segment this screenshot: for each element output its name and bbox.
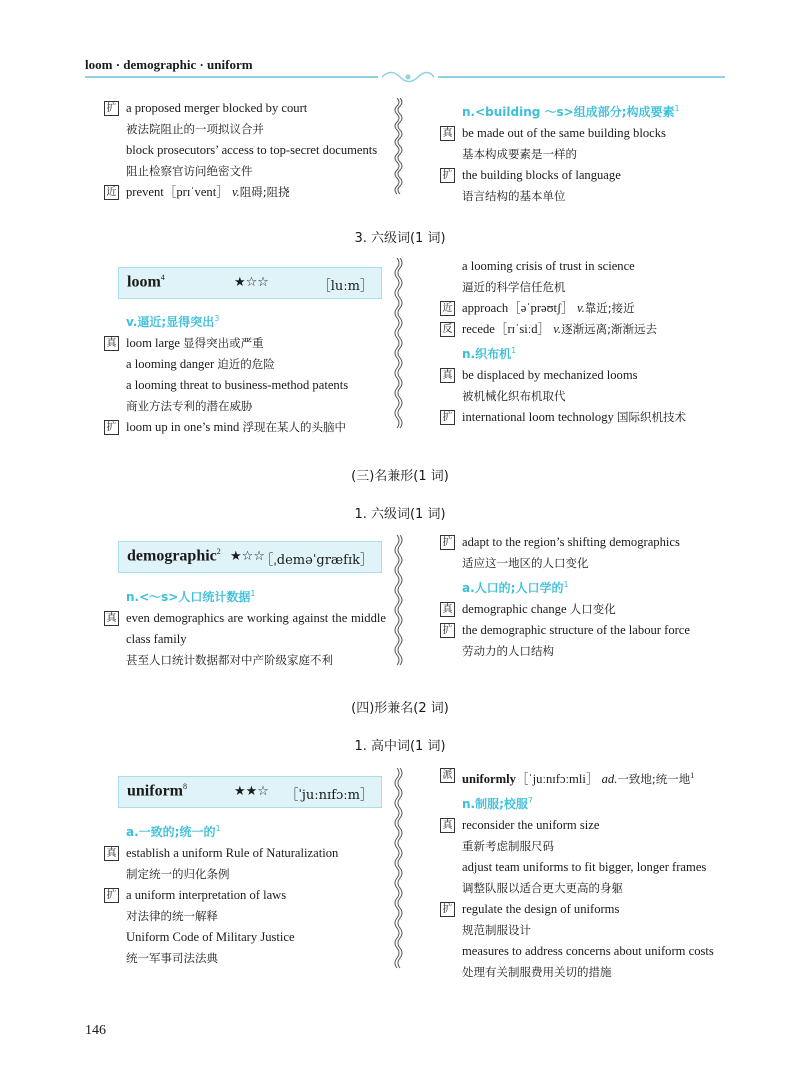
headword: loom$^4$ bbox=[127, 273, 165, 291]
wavy-divider bbox=[393, 98, 407, 198]
list-item: 真 establish a uniform Rule of Naturalization bbox=[104, 843, 386, 864]
wavy-divider bbox=[393, 535, 407, 671]
translation: 处理有关制服费用关切的措施 bbox=[462, 965, 612, 980]
antonym-item: 反 recede［rɪˈsiːd］ v.逐渐远离;渐渐远去 bbox=[440, 319, 732, 340]
uniform-right bbox=[440, 765, 732, 983]
translation: 对法律的统一解释 bbox=[126, 909, 218, 923]
pos-label: n.<～s>人口统计数据$^1$ bbox=[126, 589, 256, 604]
section-title: (四)形兼名(2 词) bbox=[351, 701, 449, 716]
translation: 被法院阻止的一项拟议合并 bbox=[126, 122, 264, 136]
uniform-left bbox=[104, 818, 386, 969]
synonym-item: 近 prevent［prɪˈvent］ v.阻碍;阻挠 bbox=[104, 182, 386, 203]
example: adjust team uniforms to fit bigger, longer frames bbox=[462, 860, 707, 875]
translation: 统一军事司法法典 bbox=[126, 951, 218, 965]
translation: 被机械化织布机取代 bbox=[462, 389, 566, 403]
list-item: 扩 the building blocks of language bbox=[440, 165, 732, 186]
pos-label: a.一致的;统一的$^1$ bbox=[126, 824, 221, 839]
translation: 基本构成要素是一样的 bbox=[462, 147, 577, 161]
list-item: 真 loom large 显得突出或严重 bbox=[104, 333, 386, 354]
demographic-right bbox=[440, 532, 732, 662]
section-title: 3. 六级词(1 词) bbox=[354, 231, 446, 246]
list-item: 扩 loom up in one’s mind 浮现在某人的头脑中 bbox=[104, 417, 386, 438]
tag-expand: 扩 bbox=[104, 101, 119, 116]
list-item: 真 reconsider the uniform size bbox=[440, 815, 732, 836]
wavy-divider bbox=[393, 768, 407, 973]
synonym-item: 近 approach［əˈprəʊtʃ］ v.靠近;接近 bbox=[440, 298, 732, 319]
wavy-divider bbox=[393, 258, 407, 436]
translation: 商业方法专利的潜在威胁 bbox=[126, 399, 253, 413]
translation: 调整队服以适合更大更高的身躯 bbox=[462, 881, 623, 896]
demographic-left bbox=[104, 583, 386, 671]
translation: 重新考虑制服尺码 bbox=[462, 839, 554, 854]
list-item: 真 be made out of the same building blocks bbox=[440, 123, 732, 144]
list-item: 真 be displaced by mechanized looms bbox=[440, 365, 732, 386]
list-item: 扩 regulate the design of uniforms bbox=[440, 899, 732, 920]
section-title: (三)名兼形(1 词) bbox=[351, 469, 449, 484]
translation: 规范制服设计 bbox=[462, 923, 531, 938]
running-header: loom · demographic · uniform bbox=[85, 57, 253, 72]
translation: 逼近的科学信任危机 bbox=[462, 280, 566, 294]
list-item: 扩 a proposed merger blocked by court bbox=[104, 98, 386, 119]
word-box-uniform bbox=[118, 776, 382, 808]
example: Uniform Code of Military Justice bbox=[126, 930, 295, 944]
translation: 劳动力的人口结构 bbox=[462, 644, 554, 658]
example: block prosecutors’ access to top-secret documents bbox=[126, 143, 378, 157]
frequency-stars: ★☆☆ bbox=[230, 549, 265, 564]
word-box-demographic bbox=[118, 541, 382, 573]
translation: 阻止检察官访问绝密文件 bbox=[126, 164, 253, 178]
block1-left bbox=[104, 98, 386, 203]
pos-label: n.制服;校服$^7$ bbox=[462, 796, 533, 812]
example: a looming threat to business-method patents bbox=[126, 378, 349, 392]
page-number: 146 bbox=[85, 1023, 106, 1038]
section-title: 1. 高中词(1 词) bbox=[354, 739, 446, 754]
frequency-stars: ★☆☆ bbox=[234, 275, 269, 290]
section-title: 1. 六级词(1 词) bbox=[354, 507, 446, 522]
frequency-stars: ★★☆ bbox=[234, 784, 269, 799]
example: measures to address concerns about uniform costs bbox=[462, 944, 714, 959]
list-item: 真 demographic change 人口变化 bbox=[440, 599, 732, 620]
phonetic: ［ˈjuːnɪfɔːm］ bbox=[285, 788, 373, 803]
translation: 语言结构的基本单位 bbox=[462, 189, 566, 203]
list-item: 扩 the demographic structure of the labour force bbox=[440, 620, 732, 641]
derived-item: 派 uniformly［ˈjuːnɪfɔːmli］ ad.一致地;统一地$^1$ bbox=[440, 765, 732, 790]
list-item: 真 even demographics are working against the middle class family bbox=[104, 608, 386, 650]
list-item: 扩 adapt to the region’s shifting demographics bbox=[440, 532, 732, 553]
phonetic: ［luːm］ bbox=[317, 279, 373, 294]
header-ornament-icon bbox=[378, 70, 438, 84]
list-item: 扩 international loom technology 国际织机技术 bbox=[440, 407, 732, 428]
block1-right bbox=[440, 98, 732, 207]
pos-label: v.逼近;显得突出$^3$ bbox=[126, 314, 220, 329]
phonetic: ［ˌdeməˈgræfɪk］ bbox=[260, 553, 373, 568]
loom-left bbox=[104, 308, 386, 438]
word-box-loom bbox=[118, 267, 382, 299]
pos-label: a.人口的;人口学的$^1$ bbox=[462, 580, 569, 595]
pos-label: n.<building ～s>组成部分;构成要素$^1$ bbox=[462, 104, 680, 119]
loom-right bbox=[440, 256, 732, 428]
headword: uniform$^8$ bbox=[127, 782, 187, 800]
headword: demographic$^2$ bbox=[127, 547, 221, 565]
translation: 制定统一的归化条例 bbox=[126, 867, 230, 881]
list-item: 扩 a uniform interpretation of laws bbox=[104, 885, 386, 906]
translation: 适应这一地区的人口变化 bbox=[462, 556, 589, 570]
example: a looming danger 迫近的危险 bbox=[126, 357, 275, 371]
translation: 甚至人口统计数据都对中产阶级家庭不利 bbox=[126, 653, 333, 667]
example: a looming crisis of trust in science bbox=[462, 259, 635, 273]
pos-label: n.织布机$^1$ bbox=[462, 346, 517, 361]
